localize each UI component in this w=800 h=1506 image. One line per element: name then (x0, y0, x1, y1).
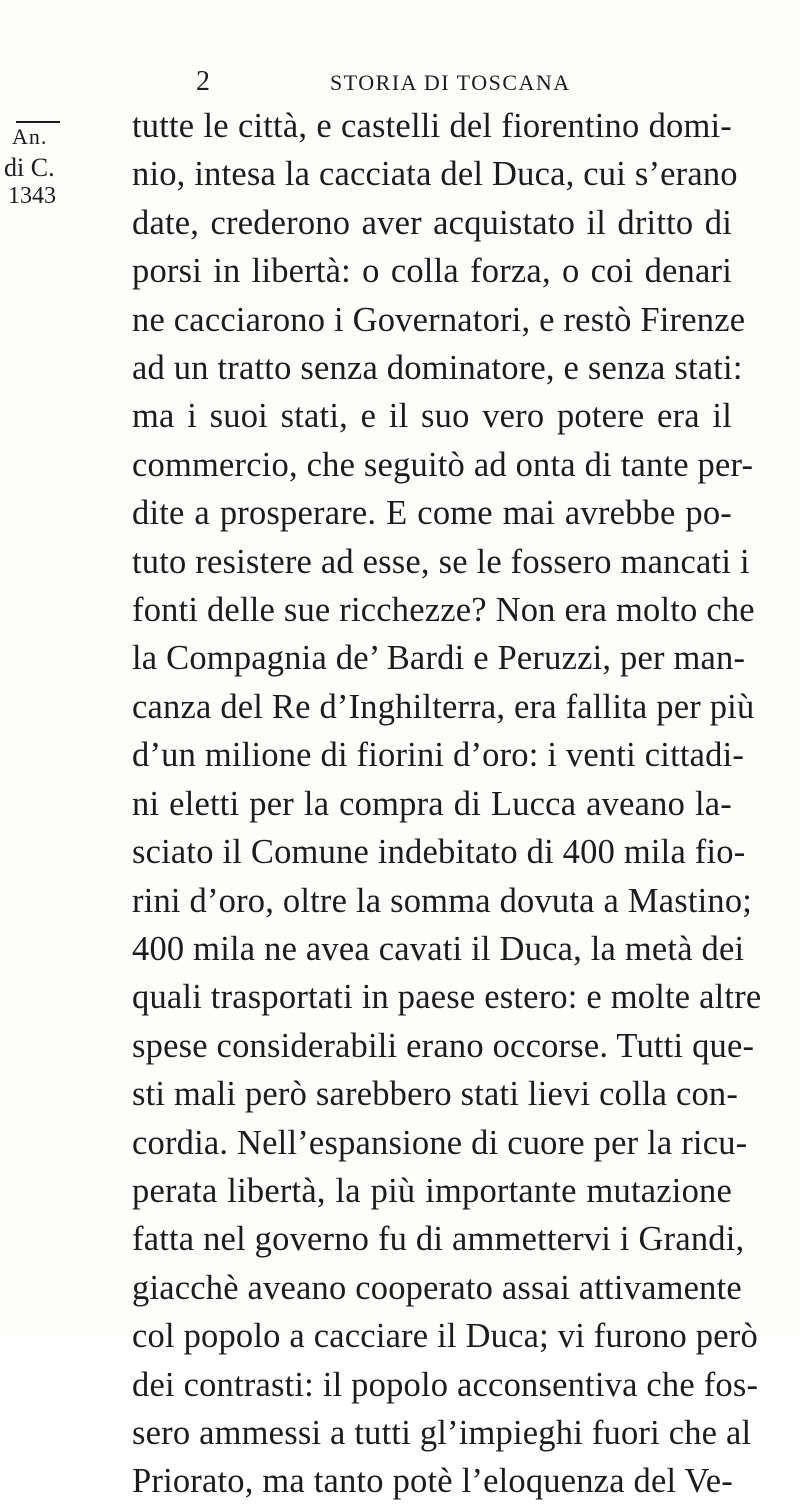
text-line: quali trasportati in paese estero: e molte altre (132, 978, 762, 1017)
text-line: Priorato, ma tanto potè l’eloquenza del Ve- (132, 1462, 733, 1501)
text-line: fatta nel governo fu di ammettervi i Grandi, (132, 1220, 745, 1259)
text-line: ni eletti per la compra di Lucca aveano la- (132, 784, 732, 823)
text-line: spese considerabili erano occorse. Tutti que- (132, 1026, 755, 1065)
text-line: tutte le città, e castelli del fiorentino domi- (132, 107, 732, 145)
margin-note-an: An. (12, 124, 48, 149)
text-line: col popolo a cacciare il Duca; vi furono però (132, 1317, 758, 1356)
text-line: 400 mila ne avea cavati il Duca, la metà dei (132, 929, 745, 968)
text-line: nio, intesa la cacciata del Duca, cui s’erano (132, 155, 738, 194)
margin-note-year: 1343 (8, 183, 56, 209)
text-line: perata libertà, la più importante mutazione (132, 1171, 732, 1210)
text-line: sero ammessi a tutti gl’impieghi fuori che al (132, 1413, 752, 1452)
text-line: fonti delle sue ricchezze? Non era molto che (132, 591, 755, 630)
text-line: dite a prosperare. E come mai avrebbe po- (132, 494, 732, 533)
running-head (0, 64, 800, 100)
page-number: 2 (196, 66, 210, 97)
text-line: cordia. Nell’espansione di cuore per la ricu- (132, 1123, 748, 1162)
margin-note (4, 106, 104, 229)
margin-note-di-c: di C. (4, 153, 55, 182)
text-line: date, crederono aver acquistato il dritto di (132, 203, 732, 242)
text-line: la Compagnia de’ Bardi e Peruzzi, per man- (132, 639, 746, 678)
text-line: rini d’oro, oltre la somma dovuta a Mastino; (132, 881, 753, 920)
text-line: sciato il Comune indebitato di 400 mila fio- (132, 833, 746, 872)
text-line: porsi in libertà: o colla forza, o coi denari (132, 252, 732, 291)
text-line: ma i suoi stati, e il suo vero potere era il (132, 397, 732, 436)
text-line: ad un tratto senza dominatore, e senza stati: (132, 349, 743, 388)
text-line: tuto resistere ad esse, se le fossero mancati i (132, 542, 750, 581)
body-text (132, 102, 762, 1506)
running-title: STORIA DI TOSCANA (330, 70, 571, 95)
text-line: giacchè aveano cooperato assai attivamente (132, 1268, 742, 1307)
text-line: d’un milione di fiorini d’oro: i venti cittadi- (132, 736, 745, 775)
text-line: canza del Re d’Inghilterra, era fallita per più (132, 687, 755, 726)
text-line: commercio, che seguitò ad onta di tante per- (132, 445, 754, 484)
text-line: dei contrasti: il popolo acconsentiva che fos- (132, 1365, 759, 1404)
text-line: ne cacciarono i Governatori, e restò Firenze (132, 300, 746, 339)
text-line: sti mali però sarebbero stati lievi colla con- (132, 1075, 739, 1114)
